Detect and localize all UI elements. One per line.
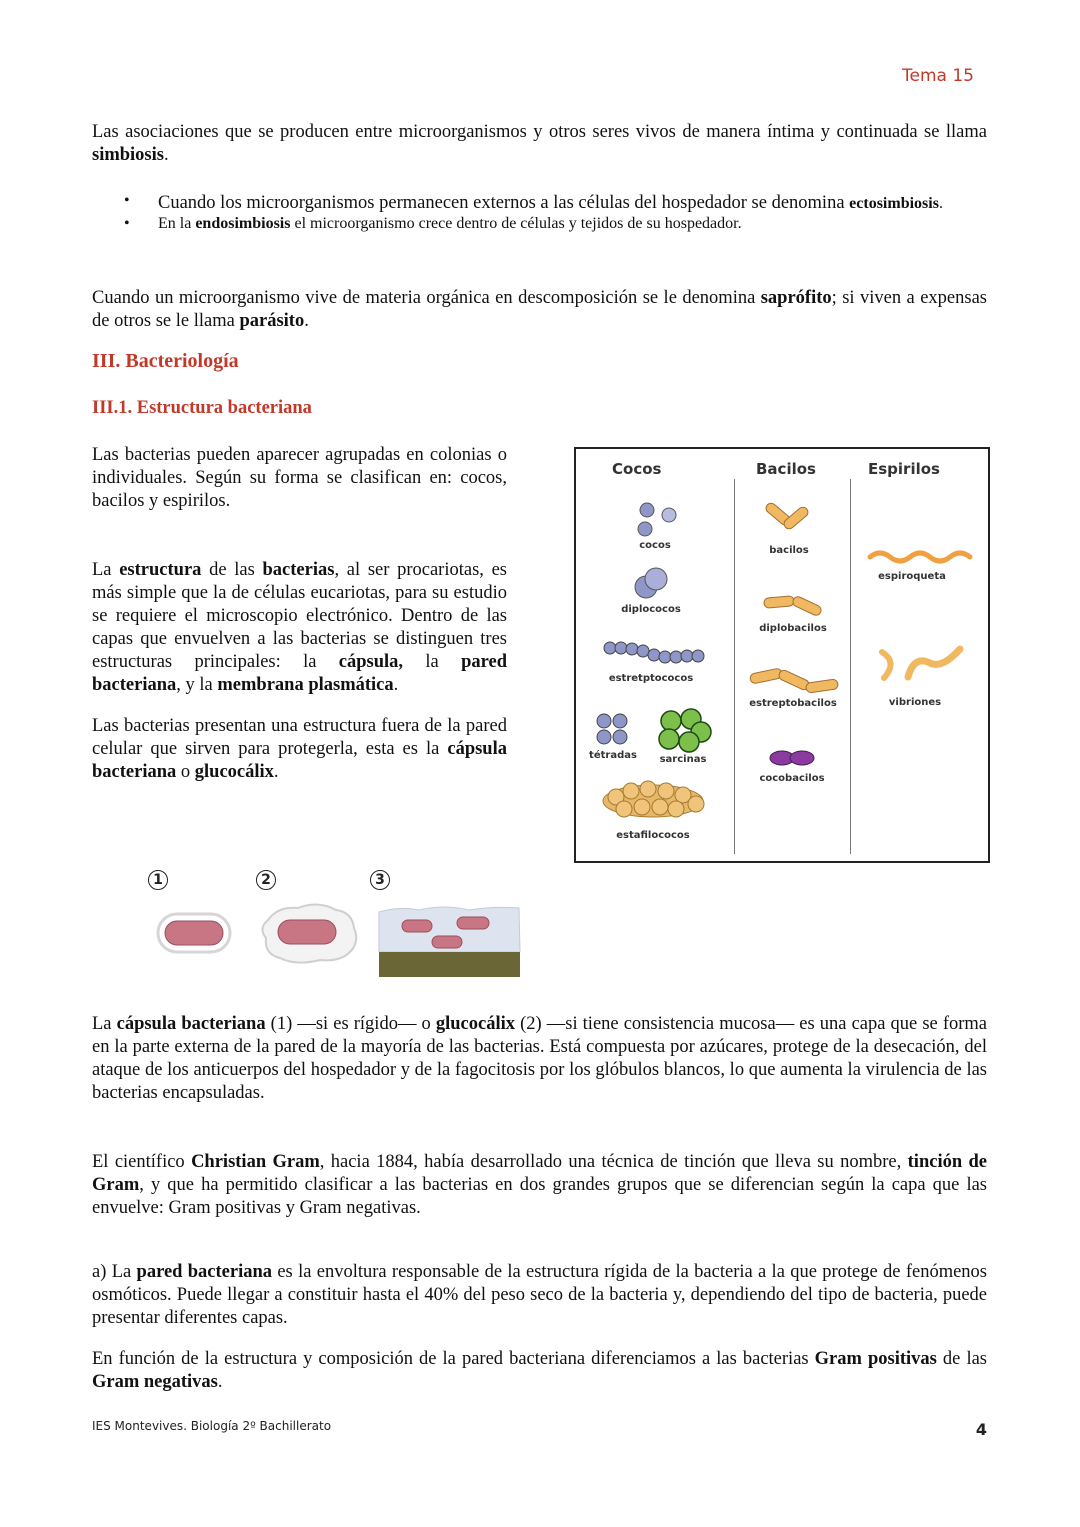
cell-wall-paragraph [92,1261,987,1330]
label-cocos: cocos [639,540,671,551]
structure-paragraph [92,559,507,697]
text-run: La [92,560,120,580]
shapes-paragraph: Las bacterias pueden aparecer agrupadas en colonias o individuales. Según su forma se clasifican en: cocos, bacilos y espirilos. [92,445,507,511]
bold-term: pared bacteriana [92,652,507,695]
bold-term: bacterias [262,560,335,580]
bacilos-illustration [764,501,810,531]
text-run: Cuando un microorganismo vive de materia orgánica en descomposición se le denomina [92,288,761,308]
text-run: En la [158,215,196,232]
label-estafilococos: estafilococos [616,830,690,841]
text-run: . [273,762,279,782]
sarcinas-illustration [659,709,711,752]
text-run: (1) —si es rígido— o [265,1014,436,1034]
text-run: . [163,145,169,165]
text-run: el microorganismo crece dentro de células y tejidos de su hospedador. [290,215,742,232]
subsection-title: III.1. Estructura bacteriana [92,398,312,418]
text-run: , y la [176,675,218,695]
gram-paragraph [92,1151,987,1220]
text-run: ; si viven a expensas de otros se le llama [92,288,987,331]
bold-term: glucocálix [435,1014,515,1034]
text-run: , al ser procariotas, es más simple que la de células eucariotas, para su estudio se requiere el microscopio electrónico. Dentro de las capas que envuelven a las bacterias se distinguen tres estructuras principales: la [92,560,507,672]
footer-school: IES Montevives. Biología 2º Bachillerato [92,1419,332,1433]
text-run: , hacia 1884, había desarrollado una técnica de tinción que lleva su nombre, [319,1152,908,1172]
label-espiroqueta: espiroqueta [878,571,946,582]
section-title: III. Bacteriología [92,350,239,372]
text-run: a) La [92,1262,137,1282]
text-run: de las [201,560,263,580]
bold-term: tinción de Gram [92,1152,987,1195]
gram-difference-paragraph [92,1348,987,1394]
text-run: , y que ha permitido clasificar a las bacterias en dos grandes grupos que se diferencian según la capa que las envuelve: Gram positivas y Gram negativas. [92,1175,987,1218]
vibrion-illustration-2 [908,649,960,677]
label-vibriones: vibriones [888,697,942,708]
bold-term: Christian Gram [191,1152,320,1172]
text-run: . [938,195,943,212]
bold-term: saprófito [760,288,832,308]
bold-term: parásito [239,311,305,331]
text-run: la [403,652,462,672]
capsule-number-1: 1 [148,870,168,890]
bold-term: cápsula bacteriana [92,739,507,782]
label-tetradas: tétradas [589,750,637,761]
text-run: . [393,675,399,695]
list-item [158,192,987,215]
capsule-number-3: 3 [370,870,390,890]
diplobacilos-illustration [764,595,823,617]
bold-term: ectosimbiosis [849,195,939,212]
glycocalyx-illustration [262,904,356,962]
column-title-bacilos: Bacilos [756,460,816,478]
saprophyte-paragraph [92,287,987,333]
page-number: 4 [975,1420,987,1439]
text-run: Cuando los microorganismos permanecen externos a las células del hospedador se denomina [158,193,850,213]
column-title-cocos: Cocos [612,460,662,478]
capsule-intro-paragraph [92,715,507,784]
text-run: es la envoltura responsable de la estructura rígida de la bacteria a la que protege de fenómenos osmóticos. Puede llegar a constituir hasta el 40% del peso seco de la bacteria y, dependiendo del tipo de bacteria, puede presentar diferentes capas. [92,1262,987,1328]
text-run: La [92,1014,117,1034]
bold-term: cápsula bacteriana [116,1014,266,1034]
bold-term: Gram positivas [814,1349,937,1369]
text-run: El científico [92,1152,192,1172]
label-estreptococos: estretptococos [608,673,694,684]
capsule-figure [150,900,525,980]
text-run: de las [936,1349,988,1369]
capsule-paragraph [92,1013,987,1105]
bold-term: Gram negativas [92,1372,218,1392]
bold-term: glucocálix [194,762,274,782]
bold-term: cápsula, [338,652,404,672]
symbiosis-list [158,192,987,233]
biofilm-illustration [379,907,520,977]
cocobacilos-illustration [770,751,814,765]
bold-term: pared bacteriana [136,1262,273,1282]
estreptococos-illustration [604,642,704,663]
bold-term: simbiosis [92,145,164,165]
label-sarcinas: sarcinas [659,754,707,765]
label-bacilos: bacilos [769,545,809,556]
bold-term: endosimbiosis [195,215,291,232]
vibrion-illustration-1 [882,652,891,678]
column-title-espirilos: Espirilos [868,460,940,478]
espiroqueta-illustration [870,553,970,561]
topic-header: Tema 15 [902,66,974,86]
symbiosis-paragraph [92,121,987,167]
text-run: o [176,762,195,782]
label-cocobacilos: cocobacilos [759,773,825,784]
text-run: Las asociaciones que se producen entre microorganismos y otros seres vivos de manera íntima y continuada se llama [92,122,987,142]
label-diplococos: diplococos [621,604,681,615]
text-run: . [304,311,309,331]
espirilos-drawings [850,449,986,859]
text-run: En función de la estructura y composición de la pared bacteriana diferenciamos a las bacterias [92,1349,815,1369]
list-item [158,215,987,233]
text-run: Las bacterias presentan una estructura fuera de la pared celular que sirven para protegerla, esta es la [92,716,507,759]
label-estreptobacilos: estreptobacilos [749,698,837,709]
estreptobacilos-illustration [749,668,838,693]
bacteria-shapes-figure [574,447,990,863]
label-diplobacilos: diplobacilos [759,623,827,634]
tetradas-illustration [597,714,627,744]
rigid-capsule-illustration [158,914,230,952]
bold-term: estructura [119,560,202,580]
bold-term: membrana plasmática [217,675,394,695]
text-run: (2) —si tiene consistencia mucosa— es una capa que se forma en la parte externa de la pared de la mayoría de las bacterias. Está compuesta por azúcares, protege de la desecación, del ataque de los anticuerpos del hospedador y de la fagocitosis por los glóbulos blancos, lo que aumenta la virulencia de las bacterias encapsuladas. [92,1014,988,1103]
diplococos-illustration [635,568,667,598]
bacilos-drawings [734,449,850,859]
estafilococos-illustration [603,781,704,817]
cocos-drawings [576,449,734,859]
cocos-illustration [638,503,676,536]
text-run: . [217,1372,223,1392]
capsule-number-2: 2 [256,870,276,890]
